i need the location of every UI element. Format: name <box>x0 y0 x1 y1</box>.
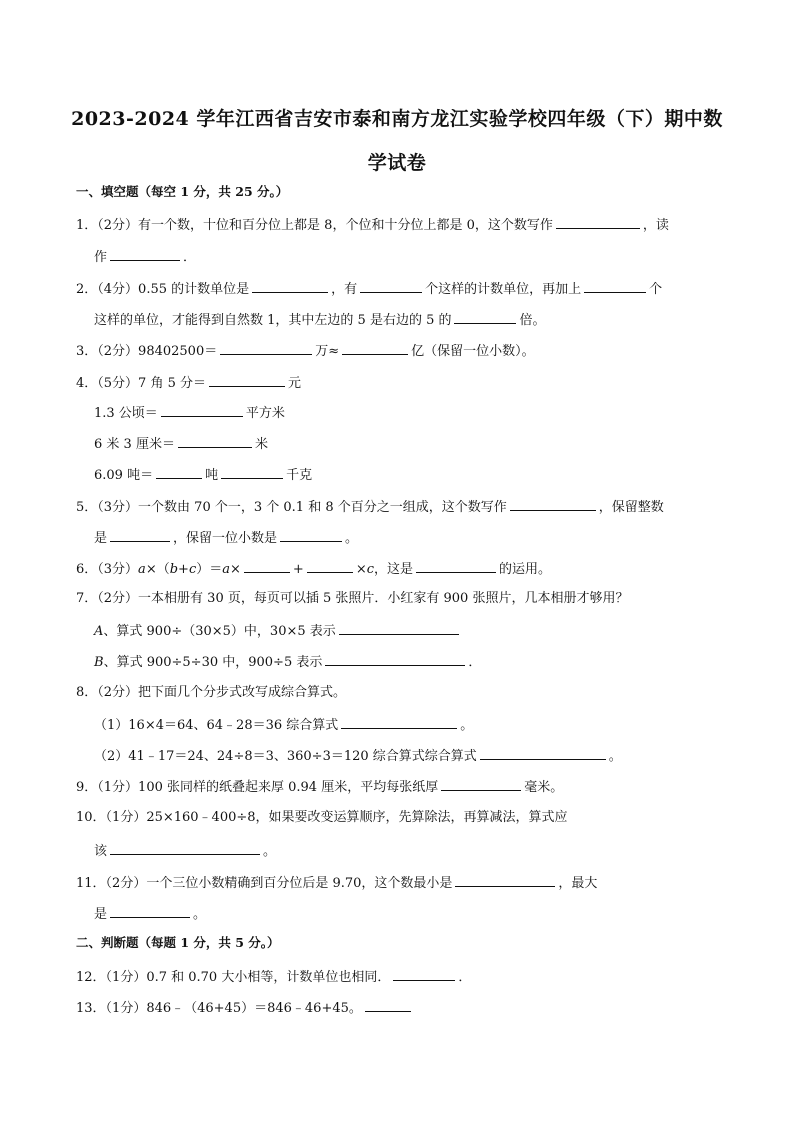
question-7-option-a: A、算式 900÷（30×5）中，30×5 表示 <box>94 620 462 642</box>
question-10-line2: 该 。 <box>94 840 276 862</box>
question-1-line2: 作 ． <box>94 246 196 268</box>
question-6: 6．（3分）a×（b+c）＝a× + ×c，这是 的运用。 <box>76 558 551 580</box>
answer-blank[interactable] <box>480 745 606 760</box>
answer-blank[interactable] <box>221 464 283 479</box>
answer-blank[interactable] <box>365 997 411 1012</box>
answer-blank[interactable] <box>252 278 328 293</box>
question-13: 13．（1分）846﹣（46+45）＝846﹣46+45。 <box>76 997 414 1019</box>
answer-blank[interactable] <box>110 903 190 918</box>
question-12: 12．（1分）0.7 和 0.70 大小相等，计数单位也相同． ． <box>76 966 471 988</box>
answer-blank[interactable] <box>161 402 243 417</box>
answer-blank[interactable] <box>339 620 459 635</box>
question-4-line1: 4．（5分）7 角 5 分＝ 元 <box>76 372 301 394</box>
answer-blank[interactable] <box>455 872 555 887</box>
question-7-option-b: B、算式 900÷5÷30 中，900÷5 表示 ． <box>94 651 481 673</box>
answer-blank[interactable] <box>325 651 465 666</box>
answer-blank[interactable] <box>307 558 353 573</box>
answer-blank[interactable] <box>584 278 646 293</box>
question-3: 3．（2分）98402500＝ 万≈ 亿（保留一位小数）。 <box>76 340 535 362</box>
answer-blank[interactable] <box>416 558 496 573</box>
question-4-line4: 6.09 吨＝ 吨 千克 <box>94 464 312 486</box>
question-11-line1: 11．（2分）一个三位小数精确到百分位后是 9.70，这个数最小是 ，最大 <box>76 872 597 894</box>
question-4-line3: 6 米 3 厘米＝ 米 <box>94 433 268 455</box>
answer-blank[interactable] <box>110 527 170 542</box>
answer-blank[interactable] <box>244 558 290 573</box>
answer-blank[interactable] <box>280 527 342 542</box>
answer-blank[interactable] <box>220 340 312 355</box>
answer-blank[interactable] <box>178 433 252 448</box>
question-2-line1: 2．（4分）0.55 的计数单位是 ，有 个这样的计数单位，再加上 个 <box>76 278 662 300</box>
section-true-false: 二、判断题（每题 1 分，共 5 分。） <box>76 935 280 950</box>
answer-blank[interactable] <box>510 496 596 511</box>
answer-blank[interactable] <box>156 464 202 479</box>
answer-blank[interactable] <box>341 714 457 729</box>
answer-blank[interactable] <box>110 840 260 855</box>
question-8-part1: （1）16×4＝64、64﹣28＝36 综合算式 。 <box>94 714 473 736</box>
question-8-part2: （2）41﹣17＝24、24÷8＝3、360÷3＝120 综合算式综合算式 。 <box>94 745 622 767</box>
question-7-line1: 7．（2分）一本相册有 30 页，每页可以插 5 张照片．小红家有 900 张照片，几本相册才够用？ <box>76 591 629 606</box>
answer-blank[interactable] <box>393 966 455 981</box>
answer-blank[interactable] <box>556 214 640 229</box>
question-8-line1: 8．（2分）把下面几个分步式改写成综合算式。 <box>76 685 347 700</box>
question-4-line2: 1.3 公顷＝ 平方米 <box>94 402 285 424</box>
question-5-line1: 5．（3分）一个数由 70 个一，3 个 0.1 和 8 个百分之一组成，这个数写作 ，保留整数 <box>76 496 664 518</box>
exam-title-line1: 2023-2024 学年江西省吉安市泰和南方龙江实验学校四年级（下）期中数 <box>71 108 723 130</box>
question-11-line2: 是 。 <box>94 903 206 925</box>
answer-blank[interactable] <box>209 372 285 387</box>
question-5-line2: 是 ，保留一位小数是 。 <box>94 527 358 549</box>
answer-blank[interactable] <box>454 309 516 324</box>
answer-blank[interactable] <box>441 776 521 791</box>
exam-title-line2: 学试卷 <box>367 152 427 174</box>
answer-blank[interactable] <box>342 340 408 355</box>
answer-blank[interactable] <box>110 246 180 261</box>
section-fill-in: 一、填空题（每空 1 分，共 25 分。） <box>76 184 289 199</box>
answer-blank[interactable] <box>360 278 422 293</box>
question-9: 9．（1分）100 张同样的纸叠起来厚 0.94 厘米，平均每张纸厚 毫米。 <box>76 776 563 798</box>
question-1-line1: 1．（2分）有一个数，十位和百分位上都是 8，个位和十分位上都是 0，这个数写作 ，读 <box>76 214 669 236</box>
question-2-line2: 这样的单位，才能得到自然数 1，其中左边的 5 是右边的 5 的 倍。 <box>94 309 546 331</box>
question-10-line1: 10．（1分）25×160﹣400÷8，如果要改变运算顺序，先算除法，再算减法，算式应 <box>76 810 568 825</box>
